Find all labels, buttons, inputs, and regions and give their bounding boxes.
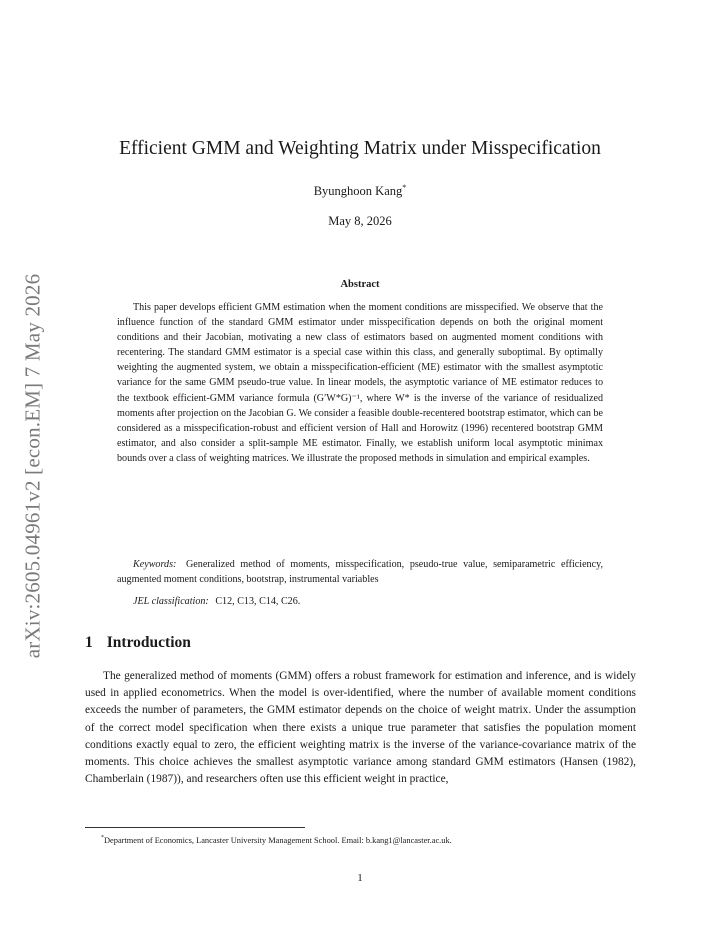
jel-text: C12, C13, C14, C26. xyxy=(215,596,301,607)
paper-title: Efficient GMM and Weighting Matrix under Misspecification xyxy=(119,138,601,159)
paper-date: May 8, 2026 xyxy=(328,214,392,228)
section-title: Introduction xyxy=(106,634,191,651)
footnote-marker: * xyxy=(101,835,104,841)
jel-label: JEL classification: xyxy=(133,596,209,607)
abstract-text: This paper develops efficient GMM estimation when the moment conditions are misspecified. We observe that the influence function of the standard GMM estimator under misspecification depends on both the original moment conditions and their Jacobian, motivating a new class of estimators based on augmented moment conditions with recentering. The standard GMM estimator is a special case within this class, and generally suboptimal. By optimally weighting the augmented system, we obtain a misspecification-efficient (ME) estimator with the smallest asymptotic variance for the same GMM pseudo-true value. In linear models, the asymptotic variance of ME estimator reduces to the textbook efficient-GMM variance formula (G′W*G)⁻¹, where W* is the inverse of the variance of residualized moments after projection on the Jacobian G. We consider a feasible double-recentered bootstrap estimator, which can be considered as a misspecification-robust and efficient version of Hall and Horowitz (1996) recentered bootstrap GMM estimator, and also consider a split-sample ME estimator. Finally, we establish uniform local asymptotic minimax bounds over a class of weighting matrices. We illustrate the proposed methods in simulation and empirical examples. xyxy=(117,302,603,464)
keywords-line xyxy=(117,557,603,587)
jel-line xyxy=(133,594,603,609)
author-name: Byunghoon Kang xyxy=(313,184,403,199)
keywords-text: Generalized method of moments, misspecification, pseudo-true value, semiparametric efficiency, augmented moment conditions, bootstrap, instrumental variables xyxy=(117,559,603,586)
footnote-rule xyxy=(85,827,305,828)
keywords-label: Keywords: xyxy=(133,559,177,570)
author-footnote-marker: * xyxy=(402,183,407,192)
footnote-text: Department of Economics, Lancaster University Management School. Email: b.kang1@lancaster.ac.uk. xyxy=(104,835,452,845)
abstract-heading: Abstract xyxy=(340,279,380,290)
section-heading xyxy=(85,634,645,652)
footnote xyxy=(101,832,641,847)
section-number: 1 xyxy=(85,634,93,651)
author-line xyxy=(113,183,607,199)
arxiv-identifier-stamp: arXiv:2605.04961v2 [econ.EM] 7 May 2026 xyxy=(20,273,45,659)
introduction-paragraph: The generalized method of moments (GMM) offers a robust framework for estimation and inference, and is widely used in applied econometrics. When the model is over-identified, where the number of available moment conditions exceeds the number of parameters, the GMM estimator depends on the choice of weight matrix. Under the assumption of the correct model specification when there exists a unique true parameter that satisfies the population moment conditions exactly equal to zero, the efficient weighting matrix is the inverse of the variance-covariance matrix of the moments. This choice achieves the smallest asymptotic variance among standard GMM estimators (Hansen (1982), Chamberlain (1987)), and researchers often use this efficient weight in practice, xyxy=(85,670,636,786)
page-number: 1 xyxy=(357,872,363,884)
